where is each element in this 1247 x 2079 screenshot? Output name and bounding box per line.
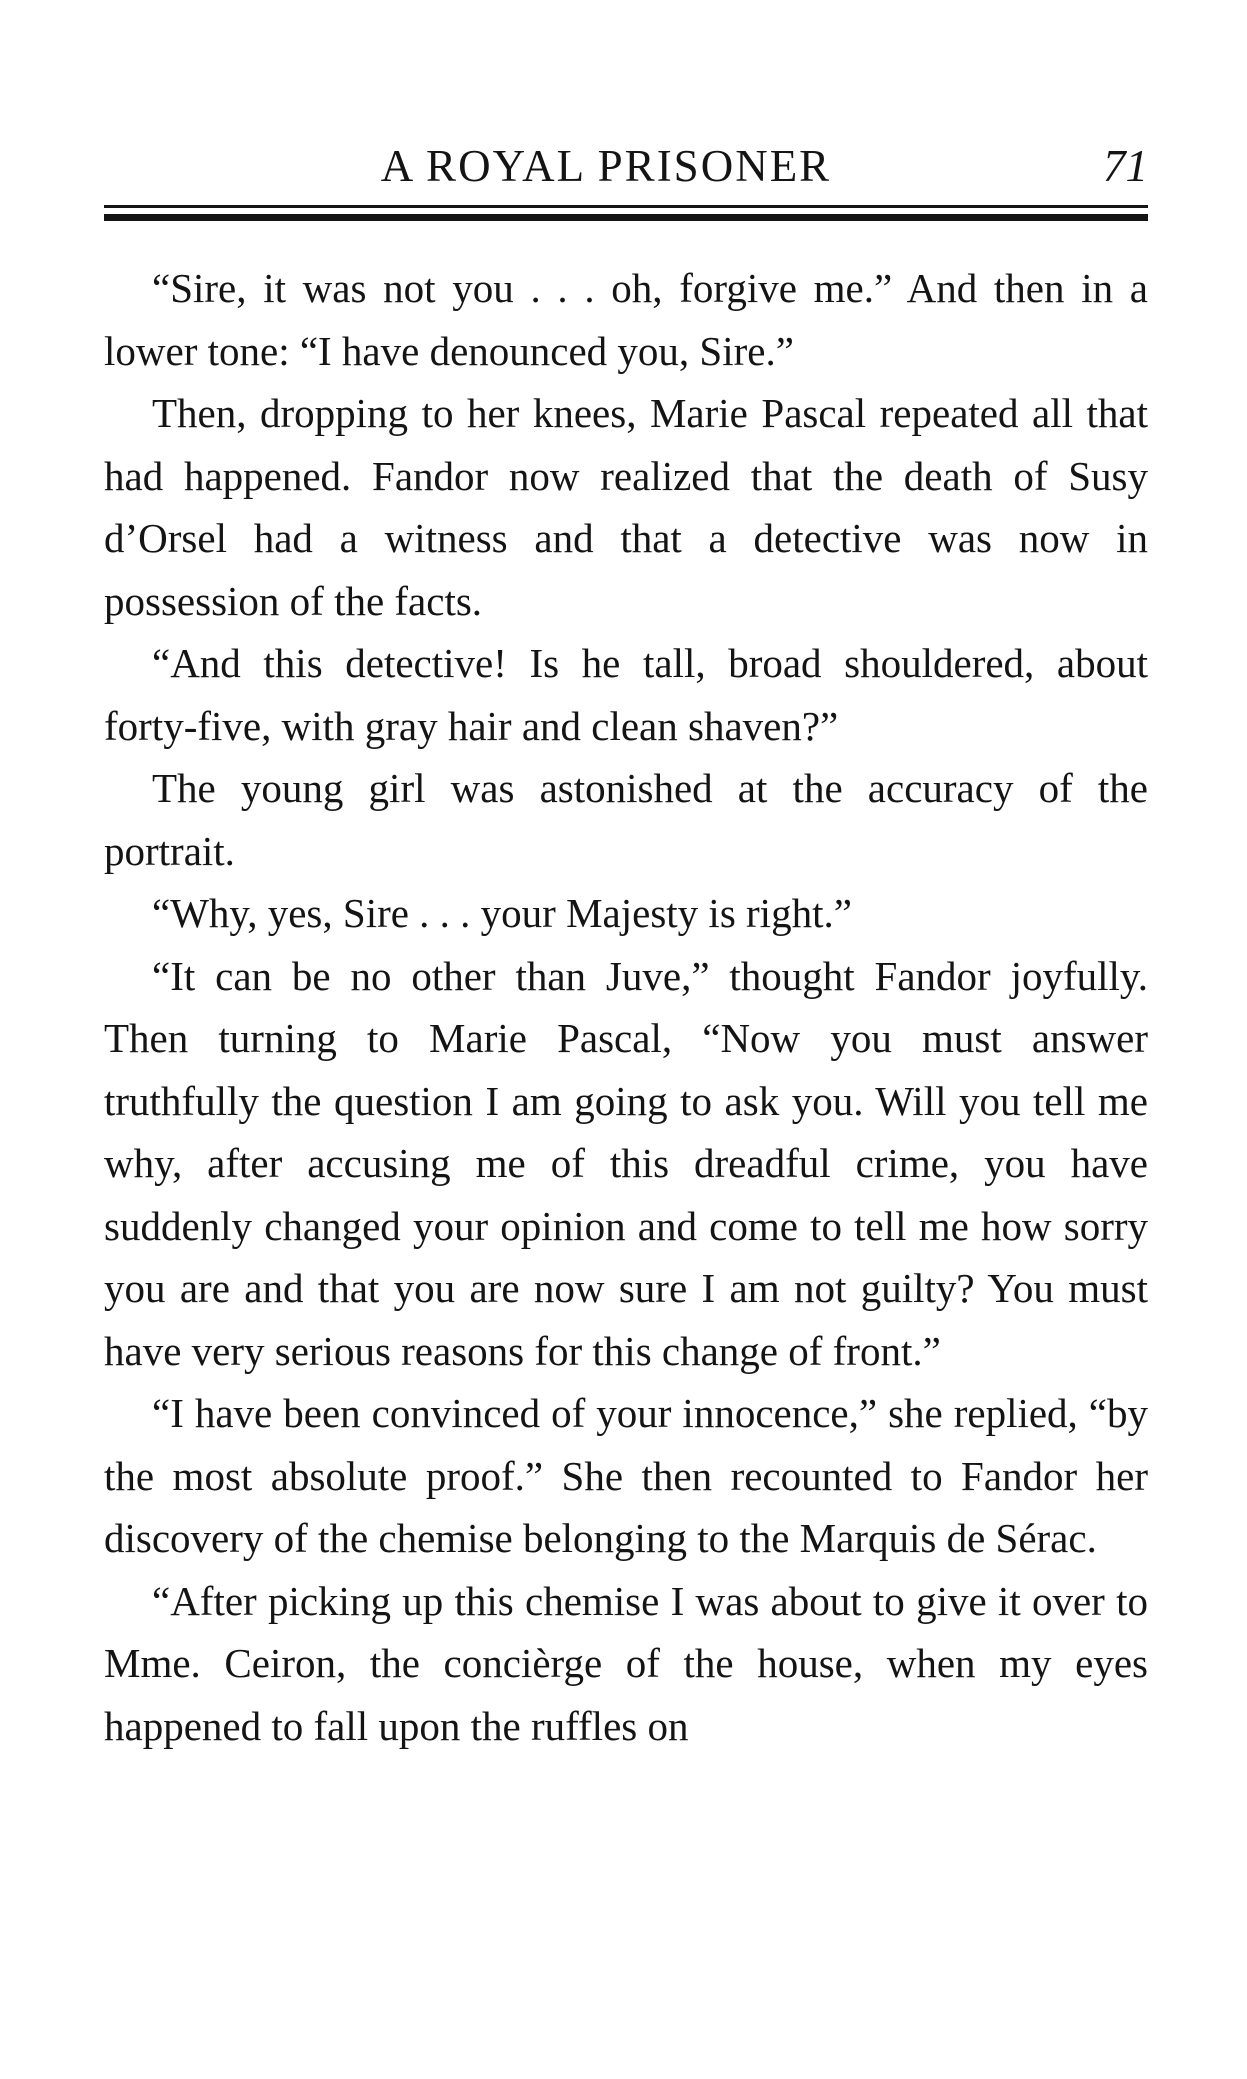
- paragraph: The young girl was astonished at the accuracy of the portrait.: [104, 765, 1148, 874]
- running-title: A ROYAL PRISONER: [380, 141, 832, 191]
- body-text: [104, 257, 1148, 1757]
- paragraph: “I have been convinced of your innocence,” she replied, “by the most absolute proof.” She then recounted to Fandor her discovery of the chemise belonging to the Marquis de Sérac.: [104, 1390, 1148, 1561]
- paragraph: “Why, yes, Sire . . . your Majesty is right.”: [152, 890, 852, 936]
- paragraph: “And this detective! Is he tall, broad shouldered, about forty-five, with gray hair and clean shaven?”: [104, 640, 1148, 749]
- paragraph: Then, dropping to her knees, Marie Pascal repeated all that had happened. Fandor now realized that the death of Susy d’Orsel had a witness and that a detective was now in possession of the facts.: [104, 390, 1148, 624]
- paragraph: “It can be no other than Juve,” thought Fandor joyfully. Then turning to Marie Pascal, “Now you must answer truthfully the question I am going to ask you. Will you tell me why, after accusing me of this dreadful crime, you have suddenly changed your opinion and come to tell me how sorry you are and that you are now sure I am not guilty? You must have very serious reasons for this change of front.”: [104, 952, 1148, 1374]
- header-rule-thick: [104, 214, 1148, 221]
- running-head: [104, 136, 1148, 196]
- paragraph: “Sire, it was not you . . . oh, forgive me.” And then in a lower tone: “I have denounced you, Sire.”: [104, 265, 1148, 374]
- paragraph: “After picking up this chemise I was about to give it over to Mme. Ceiron, the concièrge of the house, when my eyes happened to fall upon the ruffles on: [104, 1577, 1148, 1749]
- page-number: 71: [1103, 141, 1148, 191]
- header-rule-thin: [104, 205, 1148, 208]
